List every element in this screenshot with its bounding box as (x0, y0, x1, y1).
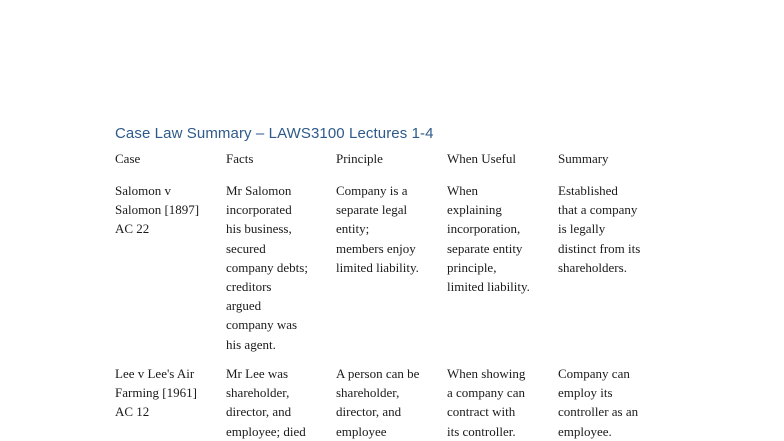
cell-line: incorporation, (447, 221, 521, 237)
cell-line: company was (226, 317, 298, 333)
cell-line: AC 22 (115, 221, 150, 237)
header-label: Principle (336, 151, 383, 166)
cell-line: Company is a (336, 183, 408, 198)
cell-line: Company can (558, 366, 630, 381)
cell-line: entity; (336, 221, 370, 237)
cell-line: Salomon [1897] (115, 202, 200, 218)
header-label: When Useful (447, 151, 516, 166)
cell-line: shareholder, (336, 385, 400, 401)
cell-line: When (447, 183, 479, 198)
row1-facts-cell (226, 181, 334, 354)
row1-when-useful-cell (447, 181, 555, 296)
row2-case-cell (115, 364, 223, 422)
cell-line: members enjoy (336, 240, 416, 256)
cell-line: company debts; (226, 259, 308, 275)
cell-line: Lee v Lee's Air (115, 366, 195, 381)
cell-line: Mr Salomon (226, 183, 292, 198)
cell-line: employee. (558, 423, 612, 439)
cell-line: shareholder, (226, 385, 290, 401)
cell-line: employee (336, 423, 387, 439)
cell-line: separate entity (447, 240, 523, 256)
row1-summary-cell (558, 181, 666, 277)
row2-facts-cell (226, 364, 334, 441)
cell-line: AC 12 (115, 404, 150, 420)
cell-line: Mr Lee was (226, 366, 289, 381)
cell-line: argued (226, 298, 262, 314)
cell-line: its controller. (447, 423, 516, 439)
header-principle (336, 149, 444, 168)
cell-line: separate legal (336, 202, 408, 218)
cell-line: secured (226, 240, 266, 256)
cell-line: his business, (226, 221, 292, 237)
cell-line: distinct from its (558, 240, 641, 256)
cell-line: that a company (558, 202, 638, 218)
cell-line: employee; died (226, 423, 306, 439)
cell-line: limited liability. (336, 259, 419, 275)
header-case (115, 149, 223, 168)
header-label: Facts (226, 151, 254, 166)
cell-line: Farming [1961] (115, 385, 197, 401)
header-label: Case (115, 151, 141, 166)
cell-line: director, and (226, 404, 292, 420)
cell-line: creditors (226, 279, 272, 295)
header-summary (558, 149, 666, 168)
header-when-useful (447, 149, 555, 168)
row2-when-useful-cell (447, 364, 555, 441)
cell-line: shareholders. (558, 259, 627, 275)
cell-line: incorporated (226, 202, 292, 218)
row1-principle-cell (336, 181, 444, 277)
page-title: Case Law Summary – LAWS3100 Lectures 1-4 (115, 125, 434, 142)
cell-line: director, and (336, 404, 402, 420)
cell-line: A person can be (336, 366, 420, 381)
cell-line: When showing (447, 366, 526, 381)
cell-line: contract with (447, 404, 516, 420)
row1-case-cell (115, 181, 223, 239)
cell-line: limited liability. (447, 279, 530, 295)
row2-principle-cell (336, 364, 444, 441)
cell-line: principle, (447, 259, 497, 275)
cell-line: explaining (447, 202, 502, 218)
cell-line: is legally (558, 221, 606, 237)
cell-line: controller as an (558, 404, 639, 420)
row2-summary-cell (558, 364, 666, 441)
cell-line: Salomon v (115, 183, 171, 198)
cell-line: employ its (558, 385, 613, 401)
header-facts (226, 149, 334, 168)
cell-line: a company can (447, 385, 525, 401)
cell-line: Established (558, 183, 618, 198)
header-label: Summary (558, 151, 609, 166)
cell-line: his agent. (226, 336, 276, 352)
